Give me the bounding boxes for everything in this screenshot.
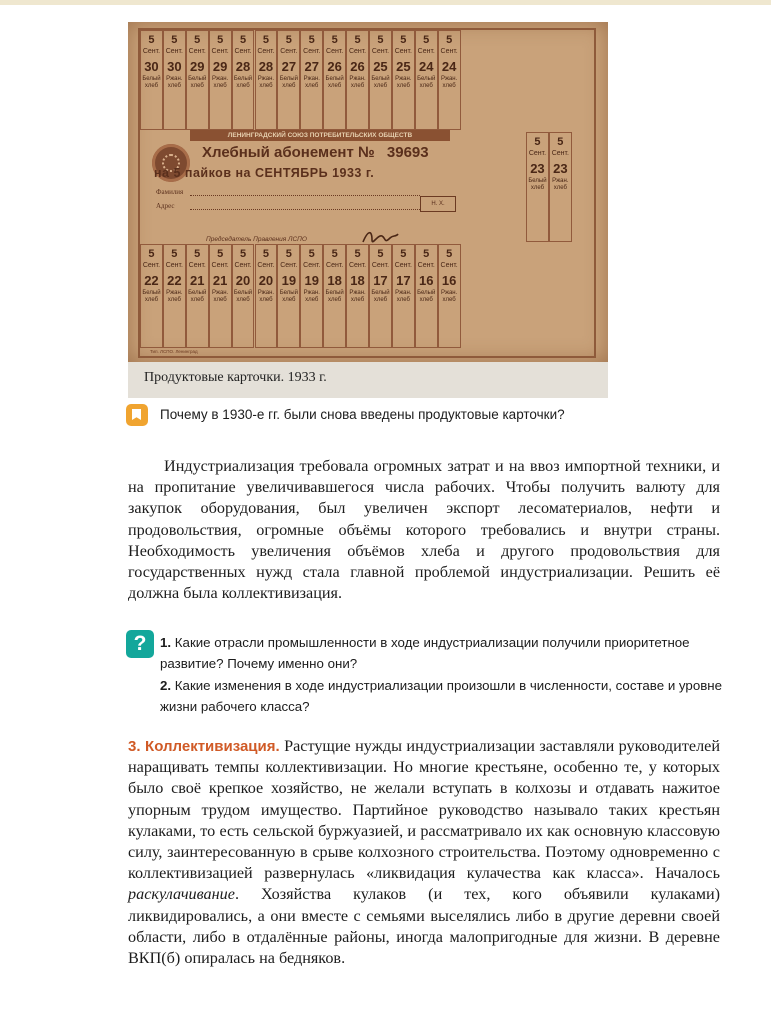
ration-coupon [300, 244, 323, 348]
coupon-n: 5 [354, 248, 361, 260]
coupon-d: 18 [327, 273, 342, 288]
coupon-n: 5 [354, 34, 361, 46]
card-subtitle: на 5 пайков на СЕНТЯБРЬ 1933 г. [154, 166, 375, 180]
coupon-m: Сент. [165, 48, 183, 55]
coupon-n: 5 [171, 248, 178, 260]
ration-coupon [392, 244, 415, 348]
coupon-k: Ржан. хлеб [440, 76, 458, 89]
ration-coupon [323, 30, 346, 130]
coupon-d: 20 [235, 273, 251, 288]
coupon-m: Сент. [371, 262, 390, 269]
coupon-k: Ржан. хлеб [349, 76, 366, 89]
review-question-1-number: 1. [160, 635, 172, 650]
coupon-d: 29 [212, 59, 228, 74]
coupon-m: Сент. [280, 262, 298, 269]
coupon-d: 18 [350, 273, 365, 288]
coupon-m: Сент. [326, 262, 344, 269]
ration-card-photo [128, 22, 608, 362]
coupon-k: Белый хлеб [142, 290, 161, 303]
coupon-n: 5 [423, 248, 430, 260]
coupon-d: 25 [396, 59, 411, 74]
coupon-k: Белый хлеб [371, 290, 390, 303]
coupon-n: 5 [308, 248, 315, 260]
coupon-k: Ржан. хлеб [395, 76, 412, 89]
coupon-d: 22 [144, 273, 159, 288]
coupon-d: 29 [190, 59, 205, 74]
coupon-d: 22 [167, 273, 182, 288]
coupon-m: Сент. [142, 48, 161, 55]
coupon-n: 5 [446, 248, 453, 260]
coupon-m: Сент. [280, 48, 298, 55]
coupon-m: Сент. [371, 48, 390, 55]
coupon-n: 5 [148, 248, 155, 260]
coupon-k: Белый хлеб [279, 290, 298, 303]
ration-coupon [526, 132, 549, 242]
coupon-d: 17 [373, 273, 388, 288]
ration-coupon [140, 30, 163, 130]
coupon-m: Сент. [417, 48, 435, 55]
coupon-d: 21 [190, 273, 205, 288]
ration-coupon [438, 244, 461, 348]
card-number: 39693 [386, 144, 429, 161]
card-stamp-box: Н. Х. [420, 196, 456, 212]
coupon-d: 30 [144, 59, 159, 74]
coupon-n: 5 [194, 34, 201, 46]
coupon-k: Белый хлеб [325, 290, 344, 303]
coupon-d: 26 [327, 59, 342, 74]
coupon-m: Сент. [326, 48, 344, 55]
coupon-d: 24 [441, 59, 457, 74]
coupon-n: 5 [331, 248, 338, 260]
ration-coupon [186, 244, 209, 348]
coupon-n: 5 [262, 248, 269, 260]
coupon-m: Сент. [348, 262, 367, 269]
coupon-k: Ржан. хлеб [257, 76, 275, 89]
coupon-d: 19 [281, 273, 297, 288]
coupon-n: 5 [534, 136, 541, 148]
coupon-d: 19 [304, 273, 319, 288]
coupon-n: 5 [239, 248, 247, 260]
card-org-line: ЛЕНИНГРАДСКИЙ СОЮЗ ПОТРЕБИТЕЛЬСКИХ ОБЩЕСТВ [190, 130, 450, 141]
coupon-k: Ржан. хлеб [303, 76, 320, 89]
top-edge-strip [0, 0, 771, 5]
coupon-m: Сент. [234, 262, 252, 269]
ration-coupon [163, 30, 186, 130]
coupon-d: 21 [212, 273, 228, 288]
coupon-n: 5 [262, 34, 269, 46]
coupon-k: Ржан. хлеб [349, 290, 366, 303]
review-question-2-number: 2. [160, 678, 172, 693]
coupon-d: 23 [530, 161, 545, 176]
coupon-k: Ржан. хлеб [211, 76, 229, 89]
ration-coupon [369, 244, 392, 348]
card-title-text: Хлебный абонемент № [202, 144, 375, 161]
coupon-k: Ржан. хлеб [166, 290, 183, 303]
figure-question-text: Почему в 1930-е гг. были снова введены продуктовые карточки? [160, 407, 565, 422]
ration-coupon [438, 30, 461, 130]
ration-coupon [232, 244, 255, 348]
coupon-k: Белый хлеб [371, 76, 390, 89]
coupon-n: 5 [308, 34, 315, 46]
coupon-k: Белый хлеб [279, 76, 298, 89]
coupon-d: 27 [281, 59, 297, 74]
coupon-m: Сент. [165, 262, 183, 269]
coupon-d: 23 [553, 161, 568, 176]
coupon-n: 5 [331, 34, 338, 46]
coupon-d: 28 [258, 59, 274, 74]
card-printer-line: Тип. ЛСПО. Ленинград [150, 349, 198, 354]
coupon-n: 5 [285, 34, 292, 46]
coupon-m: Сент. [211, 262, 229, 269]
coupon-k: Белый хлеб [417, 76, 436, 89]
coupon-d: 25 [373, 59, 388, 74]
ration-coupon [369, 30, 392, 130]
ration-coupon [255, 244, 278, 348]
coupon-k: Белый хлеб [188, 290, 207, 303]
paragraph-industrialization: Индустриализация требовала огромных затрат и на ввоз импортной техники, и на пропитание увеличивавшегося числа рабочих. Чтобы получить валюту для закупок оборудования, был увеличен экспорт лесоматериалов, нефти и продовольствия, огромные объёмы которого требовались и внутри страны. Необходимость увеличения объёмов хлеба и другого продовольствия для государственных нужд стала главной проблемой индустриализации. Решить её должна была коллективизация. [128, 457, 720, 603]
figure-ration-card [128, 22, 608, 398]
coupon-m: Сент. [257, 48, 275, 55]
review-question-2 [160, 676, 730, 717]
coupon-n: 5 [400, 34, 407, 46]
coupon-m: Сент. [348, 48, 367, 55]
coupon-n: 5 [239, 34, 247, 46]
coupon-m: Сент. [394, 48, 412, 55]
coupon-k: Белый хлеб [233, 290, 253, 303]
coupon-k: Ржан. хлеб [552, 178, 569, 191]
ration-coupon [209, 244, 232, 348]
ration-coupon [346, 30, 369, 130]
card-sign-label: Председатель Правления ЛСПО [206, 236, 307, 243]
section-text-b: . Хозяйства кулаков (и тех, кого объявили кулаками) ликвидировались, а они вместе с семьями выселялись либо в другие деревни своей области, либо в отдалённые районы, иногда малопригодные для жизни. В деревне ВКП(б) опиралась на бедняков. [128, 885, 720, 968]
signature-icon [360, 228, 400, 248]
card-title [202, 144, 429, 161]
coupon-d: 27 [304, 59, 319, 74]
review-question-1 [160, 633, 730, 674]
ration-coupon [232, 30, 255, 130]
coupon-m: Сент. [440, 48, 458, 55]
section-term: раскулачивание [128, 885, 235, 904]
ration-coupon [300, 30, 323, 130]
coupon-m: Сент. [303, 262, 321, 269]
bookmark-icon [126, 404, 148, 426]
coupon-m: Сент. [234, 48, 252, 55]
coupon-m: Сент. [528, 150, 547, 157]
ration-coupon [346, 244, 369, 348]
coupon-k: Белый хлеб [417, 290, 436, 303]
coupon-k: Белый хлеб [188, 76, 207, 89]
coupon-d: 17 [396, 273, 411, 288]
coupon-m: Сент. [440, 262, 458, 269]
coupon-k: Ржан. хлеб [395, 290, 412, 303]
ration-coupon [209, 30, 232, 130]
coupon-n: 5 [148, 34, 155, 46]
coupon-m: Сент. [303, 48, 321, 55]
coupon-n: 5 [423, 34, 430, 46]
coupon-m: Сент. [257, 262, 275, 269]
figure-caption: Продуктовые карточки. 1933 г. [144, 370, 327, 385]
coupon-n: 5 [557, 136, 564, 148]
review-question-list [160, 633, 730, 719]
section-text-a: Растущие нужды индустриализации заставляли руководителей наращивать темпы коллективизации. Но многие крестьяне, особенно те, у которых было своё крепкое хозяйство, не желали вступать в колхозы и отдавать нажитое упорным трудом имущество. Партийное руководство называло таких крестьян кулаками, то есть сельской буржуазией, и рассматривало их как основную классовую силу, заинтересованную в срыве колхозного строительства. Поэтому одновременно с коллективизацией развернулась «ликвидация кулачества как класса». Началось [128, 737, 720, 883]
coupon-k: Белый хлеб [528, 178, 547, 191]
ration-coupon [415, 244, 438, 348]
ration-coupon [549, 132, 572, 242]
coupon-k: Ржан. хлеб [211, 290, 229, 303]
coupon-d: 20 [258, 273, 274, 288]
coupon-d: 16 [419, 273, 434, 288]
section-title: 3. Коллективизация. [128, 738, 280, 755]
section-collectivization [128, 736, 720, 969]
coupon-k: Ржан. хлеб [257, 290, 275, 303]
coupon-m: Сент. [211, 48, 229, 55]
coupon-d: 28 [235, 59, 251, 74]
coupon-k: Ржан. хлеб [440, 290, 458, 303]
coupon-n: 5 [217, 34, 224, 46]
card-field-surname: Фамилия [156, 188, 184, 196]
coupon-m: Сент. [551, 150, 569, 157]
ration-coupon [186, 30, 209, 130]
coupon-d: 16 [441, 273, 457, 288]
card-field-address: Адрес [156, 202, 175, 210]
review-question-1-text: Какие отрасли промышленности в ходе индустриализации получили приоритетное развитие? Почему именно они? [160, 635, 690, 671]
coupon-k: Белый хлеб [325, 76, 344, 89]
coupon-d: 26 [350, 59, 365, 74]
coupon-n: 5 [285, 248, 292, 260]
coupon-n: 5 [400, 248, 407, 260]
coupon-k: Ржан. хлеб [166, 76, 183, 89]
coupon-n: 5 [446, 34, 453, 46]
coupon-n: 5 [194, 248, 201, 260]
ration-coupon [277, 30, 300, 130]
coupon-m: Сент. [394, 262, 412, 269]
coupon-n: 5 [377, 34, 384, 46]
ration-coupon [255, 30, 278, 130]
coupon-k: Белый хлеб [233, 76, 253, 89]
ration-coupon [392, 30, 415, 130]
coupon-m: Сент. [188, 262, 206, 269]
ration-coupon [323, 244, 346, 348]
coupon-d: 30 [167, 59, 182, 74]
coupon-m: Сент. [417, 262, 435, 269]
ration-coupon [163, 244, 186, 348]
ration-coupon [277, 244, 300, 348]
coupon-n: 5 [217, 248, 224, 260]
question-mark-icon: ? [126, 630, 154, 658]
coupon-n: 5 [171, 34, 178, 46]
card-center-panel [150, 128, 460, 252]
review-question-2-text: Какие изменения в ходе индустриализации произошли в численности, составе и уровне жизни рабочего класса? [160, 678, 723, 714]
coupon-k: Белый хлеб [142, 76, 161, 89]
ration-coupon [140, 244, 163, 348]
coupon-n: 5 [377, 248, 384, 260]
coupon-k: Ржан. хлеб [303, 290, 320, 303]
ration-coupon [415, 30, 438, 130]
coupon-m: Сент. [142, 262, 161, 269]
coupon-m: Сент. [188, 48, 206, 55]
coupon-d: 24 [419, 59, 434, 74]
